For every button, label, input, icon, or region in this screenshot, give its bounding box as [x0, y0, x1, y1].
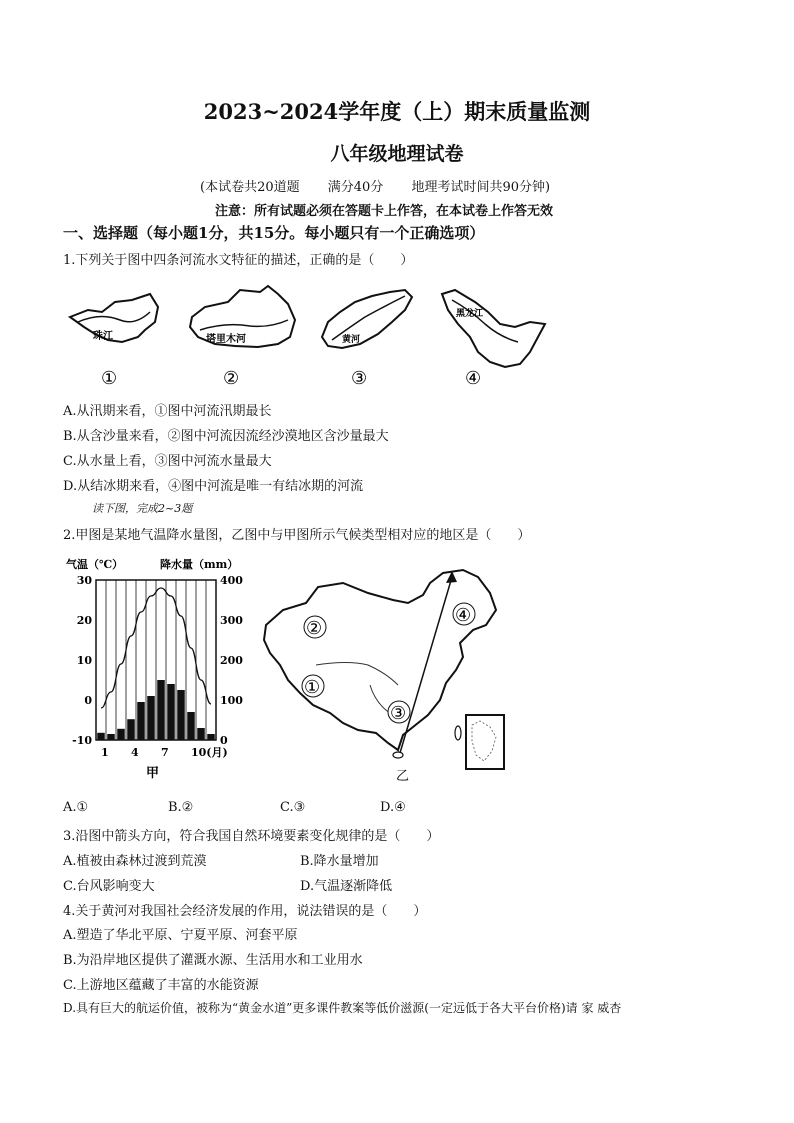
month-tick-label: 1: [101, 746, 109, 759]
map-caption: 乙: [396, 769, 410, 784]
info-question-count: (本试卷共20道题: [200, 180, 300, 195]
q2-option-b[interactable]: B.②: [168, 800, 194, 815]
month-tick-label: 7: [161, 746, 169, 759]
exam-notice: 注意：所有试题必须在答题卡上作答，在本试卷上作答无效: [215, 204, 554, 219]
q2-option-c[interactable]: C.③: [280, 800, 306, 815]
south-china-sea-inset: [466, 715, 504, 769]
region-marker-3: [388, 701, 410, 724]
q2-stem: 2.甲图是某地气温降水量图，乙图中与甲图所示气候类型相对应的地区是（ ）: [63, 528, 531, 543]
q3-option-d[interactable]: D.气温逐渐降低: [300, 879, 393, 894]
q3-option-c[interactable]: C.台风影响变大: [63, 879, 155, 894]
info-time: 地理考试时间共90分钟): [411, 180, 551, 195]
svg-text:③: ③: [390, 703, 407, 724]
temp-tick-label: 30: [76, 574, 92, 587]
temp-tick-label: 20: [76, 614, 92, 627]
china-outline: [264, 570, 496, 750]
map2-label: 塔里木河: [206, 334, 246, 345]
info-full-score: 满分40分: [327, 180, 384, 195]
exam-subtitle: 八年级地理试卷: [330, 143, 464, 165]
precip-bar-month-3: [117, 729, 125, 740]
precip-bar-month-8: [167, 684, 175, 740]
precip-tick-label: 300: [220, 614, 243, 627]
precip-bar-month-4: [127, 719, 135, 740]
precip-bar-month-5: [137, 702, 145, 740]
precip-bar-month-7: [157, 680, 165, 740]
map3-label: 黄河: [342, 335, 361, 345]
temp-tick-label: -10: [72, 734, 92, 747]
q1-option-a[interactable]: A.从汛期来看，①图中河流汛期最长: [63, 404, 272, 419]
taiwan-island: [455, 726, 461, 740]
map4-number: ④: [465, 368, 482, 389]
month-tick-label: 4: [131, 746, 139, 759]
svg-text:④: ④: [455, 605, 472, 626]
precip-tick-label: 100: [220, 694, 243, 707]
precip-axis-label: 降水量（mm）: [160, 558, 239, 571]
precip-tick-label: 200: [220, 654, 243, 667]
read-note: 读下图，完成2~3题: [92, 502, 193, 515]
q3-option-a[interactable]: A.植被由森林过渡到荒漠: [63, 854, 207, 869]
map1-number: ①: [101, 368, 118, 389]
china-map: [258, 565, 518, 785]
hainan-island: [393, 752, 403, 758]
temp-axis-label: 气温（℃）: [66, 558, 124, 571]
svg-text:①: ①: [304, 677, 321, 698]
q4-stem: 4.关于黄河对我国社会经济发展的作用，说法错误的是（ ）: [63, 904, 427, 919]
precip-bar-month-11: [197, 728, 205, 740]
q4-option-d[interactable]: D.具有巨大的航运价值，被称为“黄金水道”更多课件教案等低价滋源(一定远低于各大平台价格)请 家 威杏: [63, 1001, 622, 1015]
temp-tick-label: 10: [76, 654, 92, 667]
map1-label: 珠江: [93, 331, 113, 342]
river-maps: [60, 282, 560, 390]
map2-number: ②: [223, 368, 240, 389]
svg-text:②: ②: [306, 618, 323, 639]
precip-tick-label: 0: [220, 734, 228, 747]
precip-tick-label: 400: [220, 574, 243, 587]
map-yellow-river: [322, 290, 412, 389]
map4-label: 黑龙江: [456, 309, 484, 319]
q4-option-c[interactable]: C.上游地区蕴藏了丰富的水能资源: [63, 978, 259, 993]
exam-info: [200, 176, 574, 195]
q1-option-c[interactable]: C.从水量上看，③图中河流水量最大: [63, 454, 272, 469]
map-heilongjiang: [442, 290, 545, 389]
temp-tick-label: 0: [84, 694, 92, 707]
q1-stem: 1.下列关于图中四条河流水文特征的描述，正确的是（ ）: [63, 253, 414, 268]
region-boundary: [316, 663, 398, 686]
map-tarim-river: [190, 286, 295, 389]
map-pearl-river: [70, 294, 158, 389]
chart-caption: 甲: [146, 766, 160, 781]
q3-option-b[interactable]: B.降水量增加: [300, 854, 379, 869]
q2-option-d[interactable]: D.④: [380, 800, 406, 815]
q1-option-b[interactable]: B.从含沙量来看，②图中河流因流经沙漠地区含沙量最大: [63, 429, 389, 444]
q4-option-b[interactable]: B.为沿岸地区提供了灌溉水源、生活用水和工业用水: [63, 953, 363, 968]
climate-chart: [60, 555, 250, 785]
q3-stem: 3.沿图中箭头方向，符合我国自然环境要素变化规律的是（ ）: [63, 829, 440, 844]
exam-title: 2023~2024学年度（上）期末质量监测: [203, 99, 591, 124]
region-marker-4: [453, 603, 475, 626]
precip-bar-month-9: [177, 690, 185, 740]
precip-bar-month-6: [147, 696, 155, 740]
section-title: 一、选择题（每小题1分，共15分。每小题只有一个正确选项）: [63, 224, 485, 242]
precip-bar-month-1: [97, 733, 105, 740]
q4-option-a[interactable]: A.塑造了华北平原、宁夏平原、河套平原: [63, 928, 298, 943]
precip-bar-month-12: [207, 734, 215, 740]
map3-number: ③: [351, 368, 368, 389]
q1-option-d[interactable]: D.从结冰期来看，④图中河流是唯一有结冰期的河流: [63, 479, 364, 494]
precip-bar-month-2: [107, 734, 115, 740]
precip-bar-month-10: [187, 712, 195, 740]
q2-option-a[interactable]: A.①: [63, 800, 89, 815]
region-marker-1: [302, 675, 324, 698]
region-marker-2: [304, 616, 326, 639]
month-tick-label: 10(月): [191, 746, 228, 759]
